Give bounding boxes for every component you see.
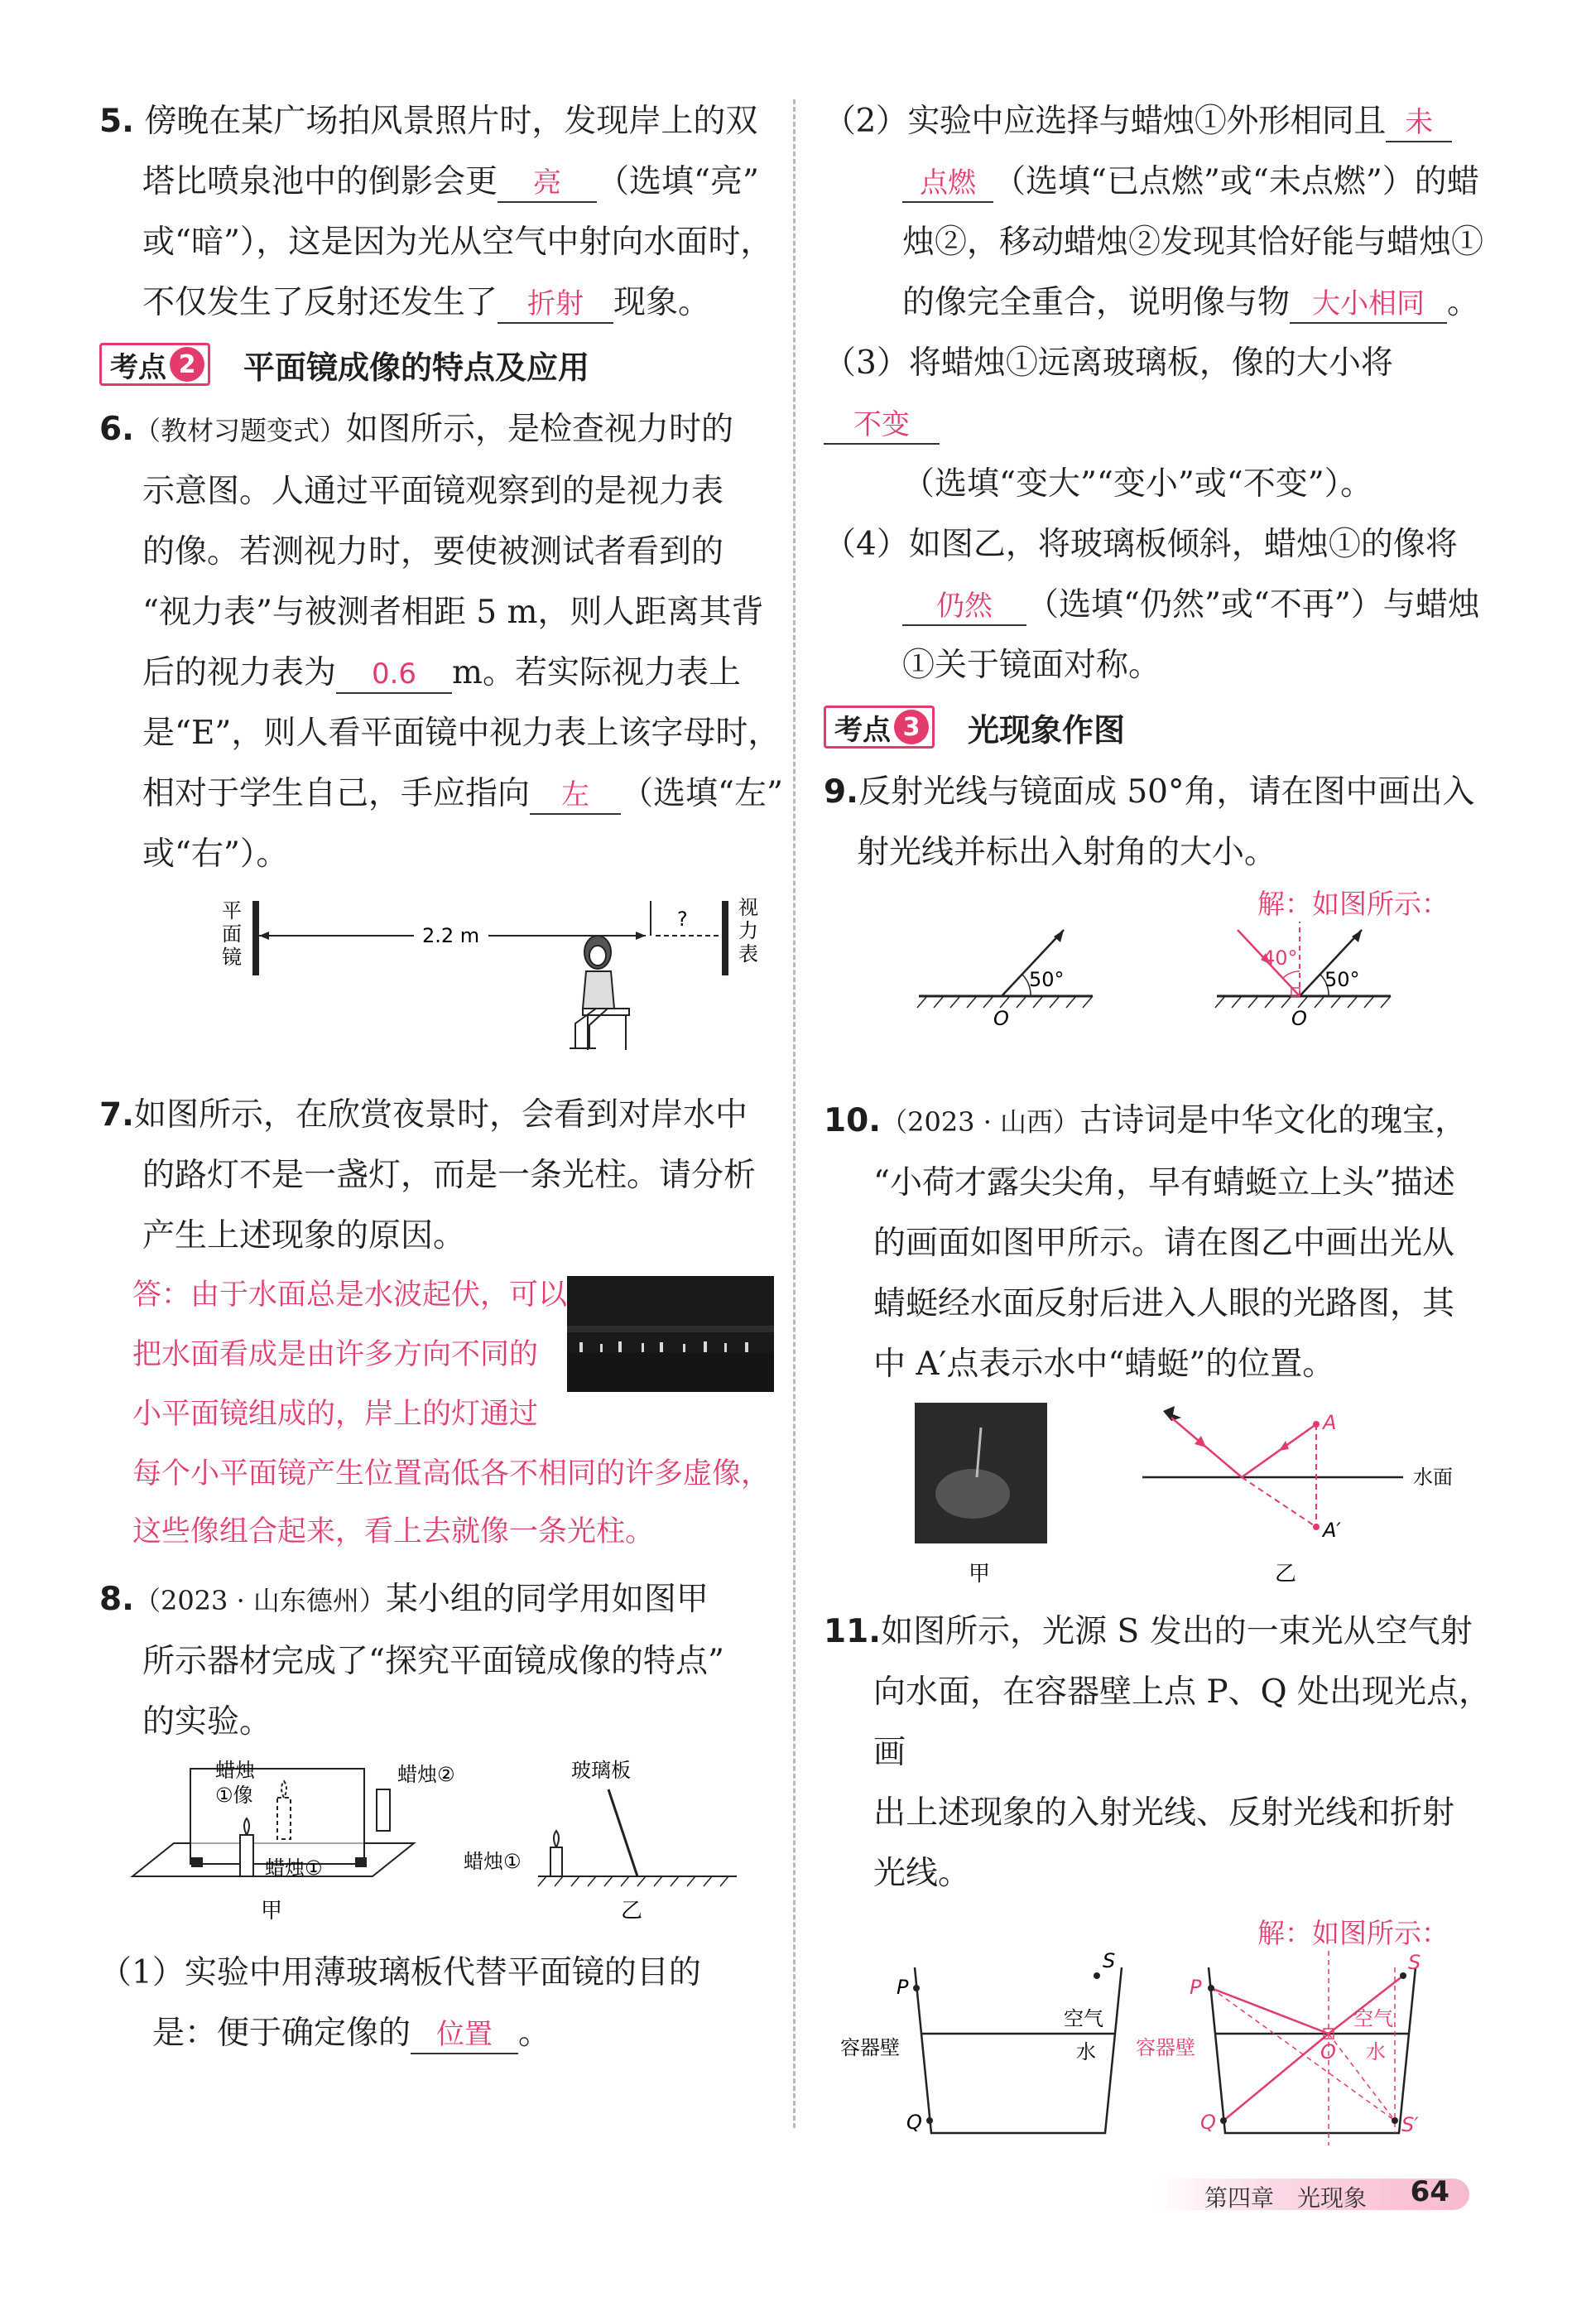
page-number: 64: [1410, 2175, 1449, 2208]
question-9: [824, 762, 1498, 1087]
angle-label: 50°: [1029, 968, 1065, 991]
q7-answer-block: [99, 1266, 786, 1548]
q5-line-4b: 现象。: [613, 284, 711, 321]
water-surface-label: 水面: [1413, 1466, 1453, 1489]
figure-b-label: 乙: [621, 1899, 643, 1924]
point-s-label: S: [1103, 1951, 1116, 1972]
point-o-label: O: [1320, 2040, 1336, 2063]
figure-a-label: 甲: [261, 1899, 283, 1924]
section-title: 光现象作图: [968, 711, 1126, 749]
q8-s4-line-1: （4）如图乙，将玻璃板倾斜，蜡烛①的像将: [824, 526, 1458, 563]
section-title: 平面镜成像的特点及应用: [243, 349, 590, 386]
q8-s1-answer: 位置: [411, 2016, 518, 2054]
student-figure: [570, 936, 629, 1050]
point-p-label-2: P: [1190, 1976, 1202, 1999]
q8-s2-line-3: 烛②，移动蜡烛②发现其恰好能与蜡烛①: [902, 224, 1484, 261]
q10-line-5: 中 A′点表示水中“蜻蜓”的位置。: [873, 1346, 1335, 1383]
q7-answer-line-5: 这些像组合起来，看上去就像一条光柱。: [132, 1515, 655, 1548]
q10-line-3: 的画面如图甲所示。请在图乙中画出光从: [873, 1225, 1455, 1262]
section-heading-3: [824, 701, 1498, 754]
chapter-label: 第四章 光现象: [1204, 2184, 1368, 2212]
q5-answer-2: 折射: [498, 286, 613, 324]
q5-line-3: 或“暗”），这是因为光从空气中射向水面时，: [142, 224, 773, 261]
q7-line-2: 的路灯不是一盏灯，而是一条光柱。请分析: [142, 1157, 757, 1194]
column-divider: [793, 99, 796, 2128]
chart-label-1: 视: [738, 896, 758, 919]
mirror-bar: [252, 901, 259, 975]
q6-line-4: “视力表”与被测者相距 5 m，则人距离其背: [142, 594, 764, 631]
source-tag: （2023 · 山东德州）: [133, 1585, 386, 1616]
q10-line-4: 蜻蜓经水面反射后进入人眼的光路图，其: [873, 1285, 1455, 1322]
q8-s2-answer-2: 大小相同: [1290, 286, 1447, 324]
q8-s1-end: 。: [518, 2015, 551, 2052]
glass-plate-label: 玻璃板: [571, 1759, 631, 1782]
question-7: [99, 1085, 786, 1548]
q8-s2-line-2: （选填“已点燃”或“未点燃”）的蜡: [993, 163, 1479, 200]
kaodian-badge: 考点 2: [99, 343, 210, 386]
question-10: [824, 1091, 1498, 1593]
question-number: 10.: [824, 1102, 882, 1139]
question-number: 11.: [824, 1613, 882, 1650]
kaodian-number: 2: [170, 347, 204, 382]
q9-solution-label: 解：如图所示：: [1257, 888, 1449, 920]
point-o-label-2: O: [1291, 1007, 1307, 1030]
q8-s2-answer-1a: 未: [1386, 104, 1452, 142]
q11-line-2: 向水面，在容器壁上点 P、Q 处出现光点，画: [873, 1673, 1492, 1771]
point-s-prime-label: S′: [1401, 2113, 1419, 2136]
q6-line-2: 示意图。人通过平面镜观察到的是视力表: [142, 473, 724, 510]
q8-line-2: 所示器材完成了“探究平面镜成像的特点”: [142, 1643, 724, 1680]
q7-answer-line-4: 每个小平面镜产生位置高低各不相同的许多虚像，: [132, 1457, 771, 1490]
q8-s4-line-2: （选填“仍然”或“不再”）与蜡烛: [1026, 586, 1480, 624]
candle-experiment-diagram: [99, 1752, 786, 1943]
q8-sub-4: [824, 514, 1498, 575]
point-a-prime-label: A′: [1323, 1519, 1341, 1542]
q5-line-2: 塔比喷泉池中的倒影会更: [142, 163, 498, 200]
figure-b-label: 乙: [1275, 1562, 1297, 1587]
candle-image-label-a: 蜡烛: [215, 1759, 255, 1782]
q6-line-1: 如图所示，是检查视力时的: [345, 411, 733, 448]
air-label-2: 空气: [1353, 2007, 1393, 2030]
q6-line-7: 相对于学生自己，手应指向: [142, 775, 531, 812]
q10-line-2: “小荷才露尖尖角，早有蜻蜓立上头”描述: [873, 1164, 1455, 1201]
q8-line-1: 某小组的同学用如图甲: [385, 1581, 709, 1618]
mirror-label-3: 镜: [222, 946, 242, 969]
q5-line-4: 不仅发生了反射还发生了: [142, 284, 498, 321]
question-5: [99, 91, 786, 333]
container-wall-label-2: 容器壁: [1136, 2036, 1195, 2059]
candle-2: [377, 1789, 390, 1831]
air-label: 空气: [1064, 2007, 1103, 2030]
section-heading-2: [99, 338, 786, 391]
water-label: 水: [1076, 2040, 1096, 2063]
candle-1b-label: 蜡烛①: [464, 1850, 522, 1873]
q8-s3-line-2: （选填“变大”“变小”或“不变”）。: [902, 465, 1373, 503]
point-s-label-2: S: [1408, 1951, 1421, 1974]
q9-line-2: 射光线并标出入射角的大小。: [857, 834, 1277, 871]
q5-answer-1: 亮: [498, 165, 597, 203]
q11-line-4: 光线。: [873, 1855, 971, 1892]
figure-a-label: 甲: [969, 1562, 991, 1587]
q8-s2-line-1: （2）实验中应选择与蜡烛①外形相同且: [824, 103, 1386, 140]
q6-line-3: 的像。若测视力时，要使被测试者看到的: [142, 533, 724, 571]
q8-s1-line-2: 是：便于确定像的: [152, 2015, 411, 2052]
q5-line-2b: （选填“亮”: [597, 163, 759, 200]
dragonfly-diagram: [824, 1394, 1498, 1593]
q8-s1-line-1: （1）实验中用薄玻璃板代替平面镜的目的: [99, 1954, 701, 1991]
q10-line-1: 古诗词是中华文化的瑰宝，: [1079, 1102, 1468, 1139]
mirror-label-1: 平: [222, 899, 242, 922]
q8-s4-line-3: ①关于镜面对称。: [902, 647, 1161, 684]
unknown-distance-label: ?: [677, 908, 688, 931]
q6-answer-1: 0.6: [336, 656, 452, 694]
question-number: 5.: [99, 103, 134, 140]
q8-s4-answer: 仍然: [902, 588, 1026, 626]
candle-2-label: 蜡烛②: [397, 1763, 455, 1786]
source-tag: （2023 · 山西）: [881, 1106, 1080, 1138]
right-column: [824, 91, 1498, 2166]
night-lights-photo: [567, 1276, 774, 1392]
q11-line-1: 如图所示，光源 S 发出的一束光从空气射: [881, 1613, 1473, 1650]
q6-line-6: 是“E”，则人看平面镜中视力表上该字母时，: [142, 715, 781, 752]
question-8: [99, 1569, 786, 2063]
reflection-diagram: [824, 922, 1498, 1087]
point-p-label: P: [897, 1976, 909, 1999]
water-label-2: 水: [1366, 2040, 1386, 2063]
question-number: 9.: [824, 773, 858, 811]
q7-answer-line-2: 把水面看成是由许多方向不同的: [132, 1338, 539, 1371]
q8-line-3: 的实验。: [142, 1703, 272, 1741]
eye-test-diagram: [99, 884, 786, 1075]
q5-line-1: 傍晚在某广场拍风景照片时，发现岸上的双: [144, 103, 758, 140]
page-footer: [1155, 2174, 1469, 2215]
question-number: 6.: [99, 411, 134, 448]
incidence-angle-label: 40°: [1262, 946, 1298, 970]
q8-sub-2: [824, 91, 1498, 152]
container-light-diagram: [824, 1951, 1498, 2166]
point-q-label-2: Q: [1200, 2111, 1216, 2134]
question-6: [99, 399, 786, 1075]
mirror-label-2: 面: [222, 922, 242, 946]
eye-chart-bar: [722, 901, 728, 975]
q9-line-1: 反射光线与镜面成 50°角，请在图中画出入: [858, 773, 1475, 811]
chart-label-2: 力: [738, 919, 758, 942]
q8-s3-line-1: （3）将蜡烛①远离玻璃板，像的大小将: [824, 344, 1393, 382]
q7-line-3: 产生上述现象的原因。: [142, 1217, 466, 1254]
tilted-plate: [608, 1789, 637, 1876]
angle-label-2: 50°: [1324, 968, 1360, 991]
candle-image-label-b: ①像: [215, 1784, 253, 1807]
q8-s3-answer: 不变: [824, 407, 940, 445]
point-o-label: O: [993, 1007, 1009, 1030]
q6-line-7b: （选填“左”: [621, 775, 783, 812]
q8-s2-end: 。: [1447, 284, 1480, 321]
q7-answer-line-3: 小平面镜组成的，岸上的灯通过: [132, 1398, 539, 1431]
candle-1: [240, 1835, 253, 1876]
q6-line-5b: m。若实际视力表上: [452, 654, 741, 691]
point-q-label: Q: [906, 2111, 922, 2134]
distance-label: 2.2 m: [422, 924, 480, 947]
left-column: [99, 83, 786, 2063]
q11-solution-label: 解：如图所示：: [1257, 1917, 1449, 1949]
point-a-label: A: [1323, 1411, 1337, 1434]
q6-line-8: 或“右”）。: [142, 835, 289, 873]
kaodian-badge: 考点 3: [824, 705, 935, 749]
q6-line-5: 后的视力表为: [142, 654, 337, 691]
question-11: [824, 1601, 1498, 2166]
container-wall-label: 容器壁: [840, 2036, 900, 2059]
question-number: 8.: [99, 1581, 134, 1618]
q7-answer-line-1: 答：由于水面总是水波起伏，可以: [132, 1278, 568, 1312]
question-number: 7.: [99, 1096, 134, 1134]
kaodian-number: 3: [894, 710, 929, 744]
source-tag: （教材习题变式）: [133, 415, 346, 446]
q11-line-3: 出上述现象的入射光线、反射光线和折射: [873, 1794, 1455, 1832]
q7-line-1: 如图所示，在欣赏夜景时，会看到对岸水中: [133, 1096, 748, 1134]
candle-1-label: 蜡烛①: [265, 1856, 323, 1880]
q8-sub-3: [824, 333, 1498, 454]
q6-answer-2: 左: [530, 777, 621, 815]
chart-label-3: 表: [738, 942, 758, 965]
q8-s2-answer-1b: 点燃: [902, 165, 993, 203]
q8-sub-1: [99, 1943, 786, 2003]
q8-s2-line-4: 的像完全重合，说明像与物: [902, 284, 1291, 321]
